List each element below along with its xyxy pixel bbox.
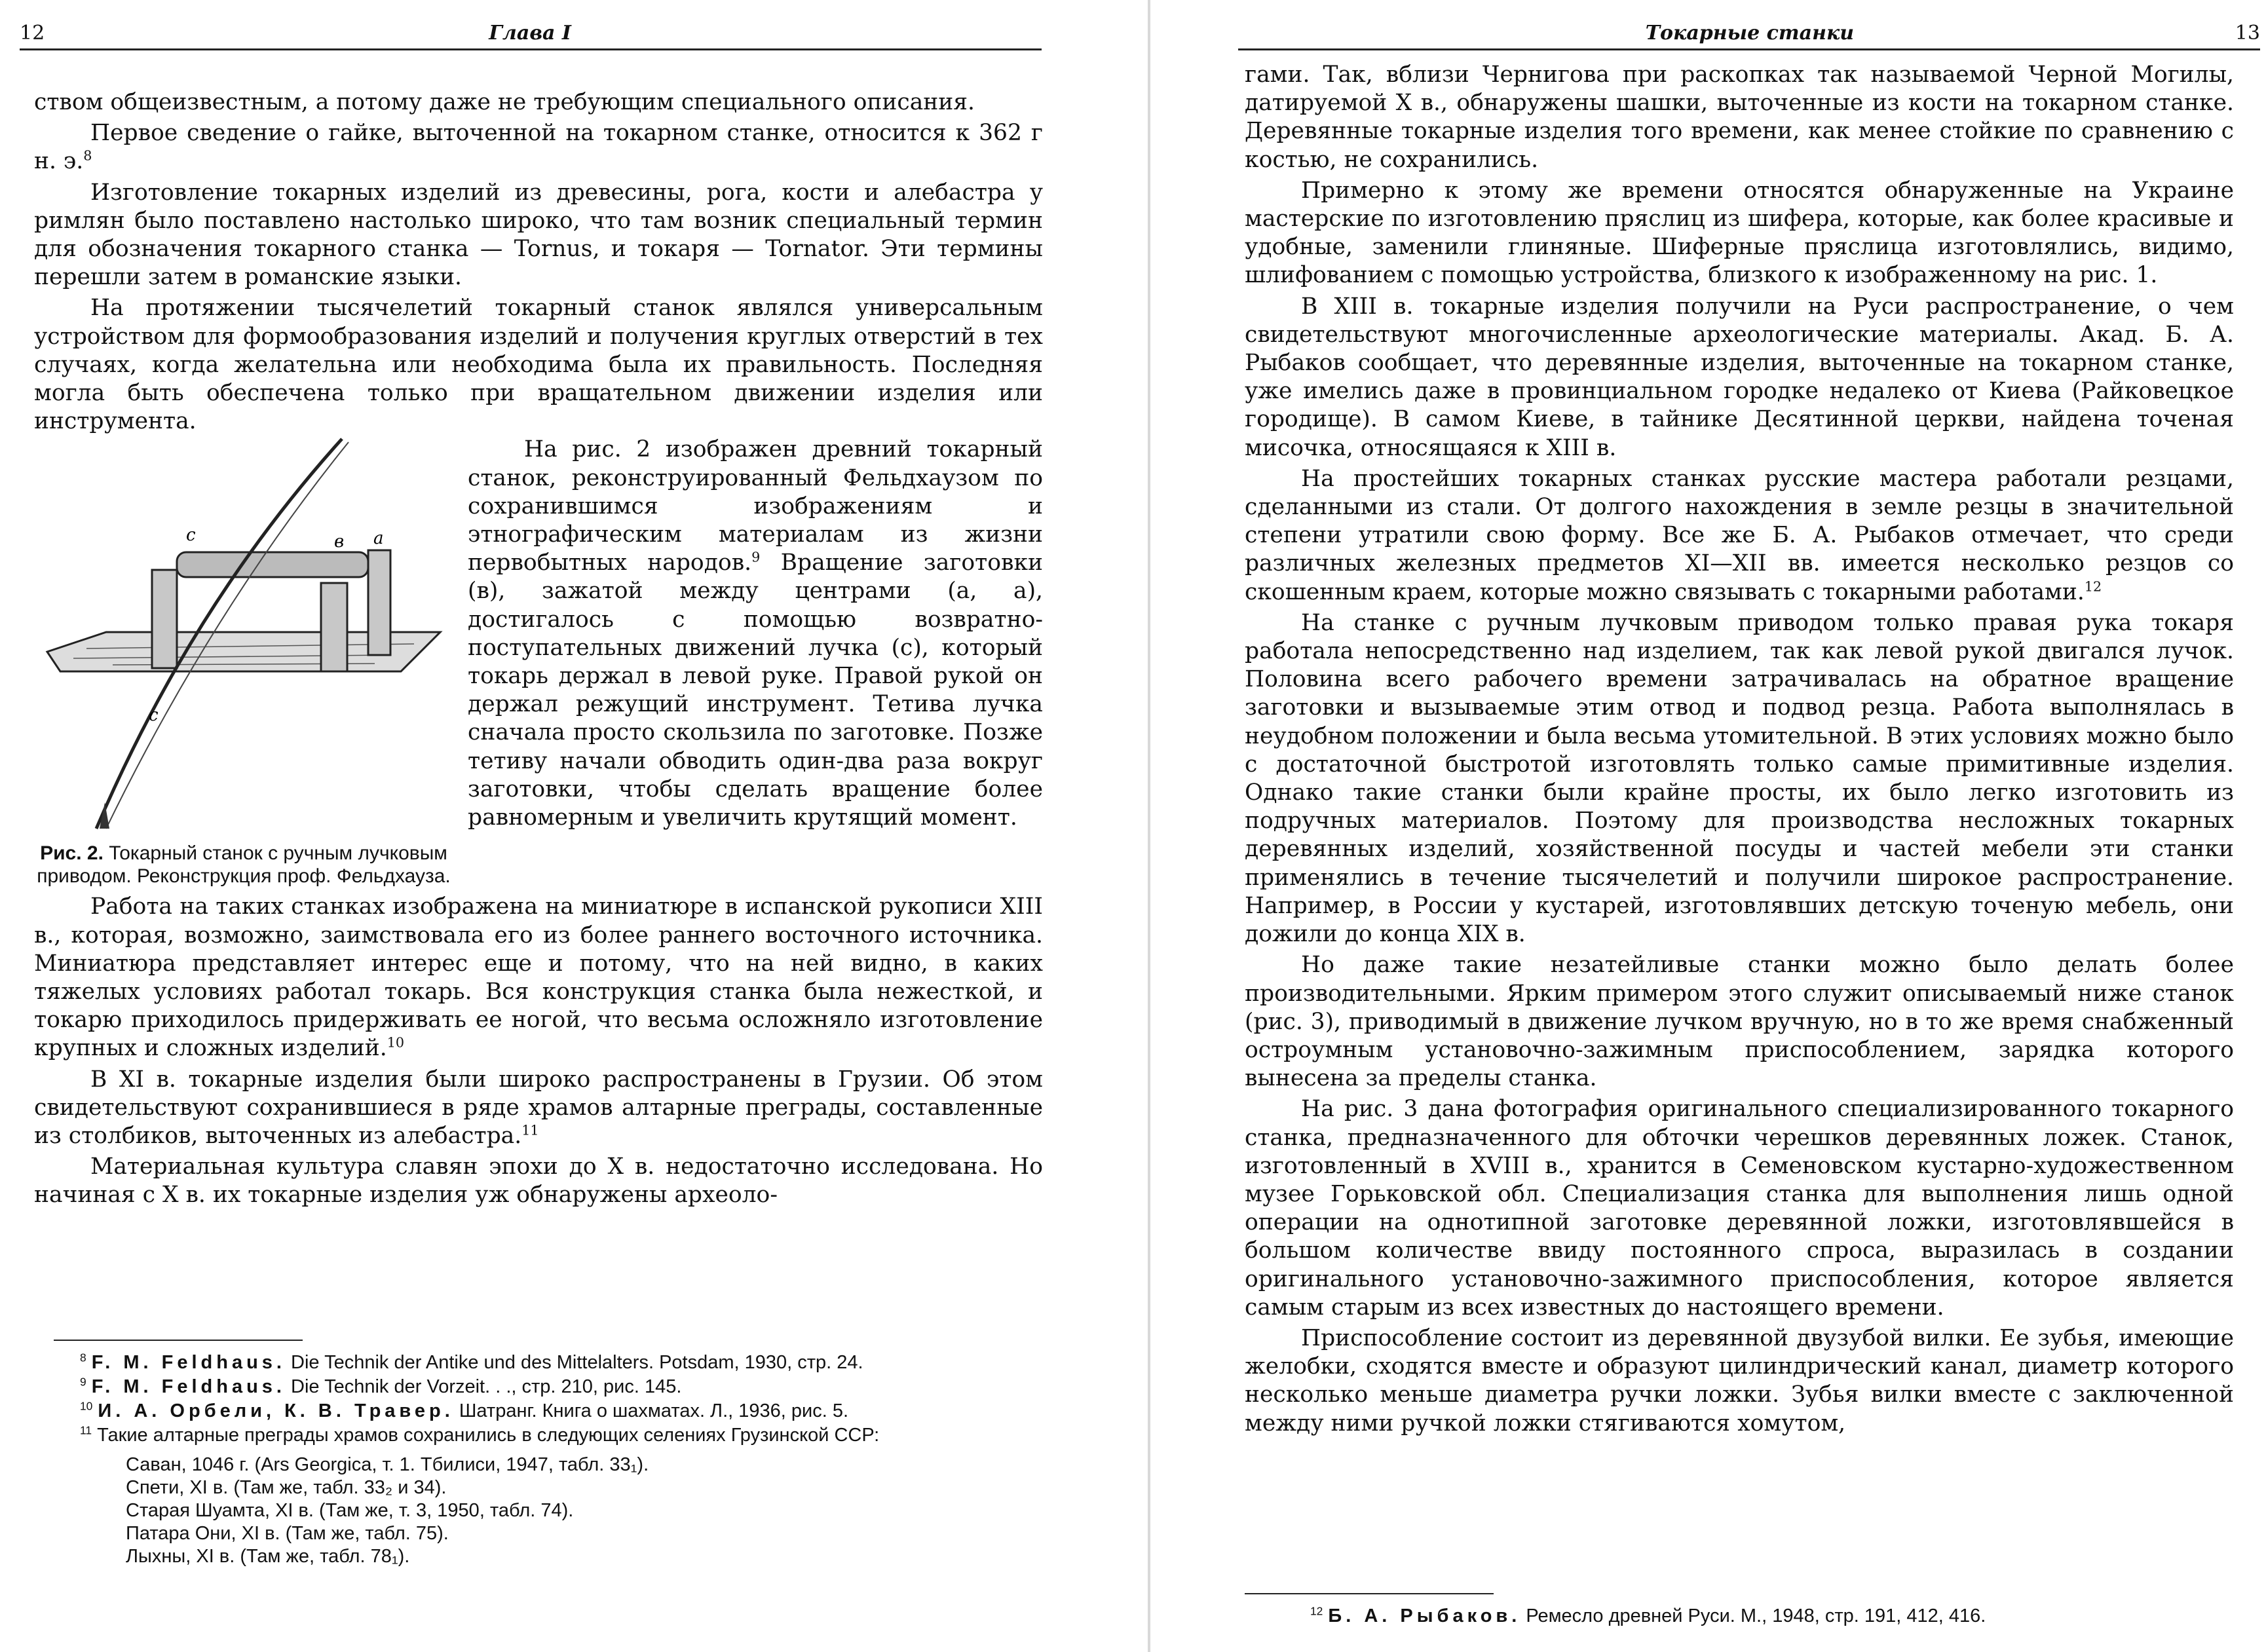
workpiece	[177, 552, 368, 577]
footnote: $^9$ F. M. Feldhaus. Die Technik der Vorzeit. . ., стр. 210, рис. 145.	[80, 1375, 682, 1397]
fig-label-a: а	[373, 529, 384, 549]
paragraph: ством общеизвестным, а потому даже не требующим специального описания.	[34, 89, 975, 115]
footnote: $^{12}$ Б. А. Рыбаков. Ремесло древней Руси. М., 1948, стр. 191, 412, 416.	[1310, 1604, 1986, 1626]
paragraph: В XIII в. токарные изделия получили на Руси распространение, о чем свидетельствуют многочисленные археологические материалы. Акад. Б. А. Рыбаков сообщает, что деревянные изделия, выточенные на токарном станке, уже имелись даже в провинциальном городке недалеко от Киева (Райковецкое городище). В самом Киеве, в тайнике Десятинной церкви, найдена точеная мисочка, относящаяся к XIII в.	[1245, 293, 2234, 461]
right-footnotes	[1284, 1605, 2240, 1629]
footnote-mark: 8	[83, 147, 92, 164]
paragraph: На простейших токарных станках русские мастера работали резцами, сделанными из стали. От долгого нахождения в земле резцы в значительной степени утратили свою форму. Все же Б. А. Рыбаков отмечает, что среди различных железных предметов XI—XII вв. имеется несколько резцов со скошенным краем, которые можно связывать с токарными работами.$^{12}$	[1245, 465, 2234, 605]
paragraph: На протяжении тысячелетий токарный станок являлся универсальным устройством для формообразования изделий и получения круглых отверстий в тех случаях, когда желательна или необходима была их правильность. Последняя могла быть обеспечена только при вращательном движении изделия или инструмента.	[34, 295, 1043, 435]
footnote-list	[126, 1454, 1043, 1568]
middle-post	[321, 583, 347, 671]
left-post	[152, 570, 177, 668]
paragraph: Первое сведение о гайке, выточенной на токарном станке, относится к 362 г н. э.$^8$	[34, 120, 1043, 175]
left-footnote-rule	[54, 1340, 303, 1341]
footnote-list-item: Лыхны, XI в. (Там же, табл. 78₁).	[126, 1546, 410, 1567]
footnote-list-item: Старая Шуамта, XI в. (Там же, т. 3, 1950, табл. 74).	[126, 1500, 574, 1521]
bow-lathe-illustration	[34, 436, 453, 835]
left-running-head	[20, 14, 1042, 51]
left-header-rule	[20, 48, 1042, 50]
footnote-mark: 9	[751, 549, 761, 565]
fig-label-v: в	[334, 532, 345, 552]
paragraph: Приспособление состоит из деревянной двузубой вилки. Ее зубья, имеющие желобки, сходятся вместе и образуют цилиндрический канал, диаметр которого несколько меньше диаметра ручки ложки. Зубья вилки вместе с заключенной между ними ручкой ложки стягиваются хомутом,	[1245, 1324, 2234, 1436]
footnote-list-item: Патара Они, XI в. (Там же, табл. 75).	[126, 1523, 449, 1544]
left-page-number: 12	[20, 21, 45, 45]
right-running-title: Токарные станки	[1645, 21, 1855, 45]
right-running-head	[1238, 14, 2260, 51]
figure-2	[34, 436, 453, 888]
footnote-mark: 11	[521, 1122, 539, 1138]
right-page-number: 13	[2235, 21, 2260, 45]
footnote-mark: 10	[387, 1034, 405, 1051]
paragraph: Работа на таких станках изображена на миниатюре в испанской рукописи XIII в., которая, возможно, заимствовала его из более раннего восточного источника. Миниатюра представляет интерес еще и потому, что на ней видно, в каких тяжелых условиях работал токарь. Вся конструкция станка была нежесткой, и токарю приходилось придерживать ее ногой, что весьма осложняло изготовление крупных и сложных изделий.$^{10}$	[34, 893, 1043, 1062]
footnote-mark: 12	[2084, 578, 2102, 595]
footnote: $^{11}$ Такие алтарные преграды храмов сохранились в следующих селениях Грузинской ССР:	[80, 1423, 880, 1446]
left-running-title: Глава I	[489, 21, 571, 45]
paragraph: В XI в. токарные изделия были широко распространены в Грузии. Об этом свидетельствуют сохранившиеся в ряде храмов алтарные преграды, составленные из столбиков, выточенных из алебастра.$^{11}$	[34, 1066, 1043, 1150]
fig-label-c: с	[186, 525, 196, 546]
right-header-rule	[1238, 48, 2260, 50]
figure-caption-text: Токарный станок с ручным лучковым приводом. Реконструкция проф. Фельдхауза.	[37, 842, 451, 888]
right-post	[368, 550, 390, 655]
right-footnote-rule	[1245, 1593, 1494, 1594]
paragraph: Материальная культура славян эпохи до X в. недостаточно исследована. Но начиная с X в. их токарные изделия уж обнаружены археоло-	[34, 1154, 1043, 1209]
book-gutter	[1148, 0, 1150, 1652]
figure-caption-prefix: Рис. 2.	[40, 842, 104, 865]
paragraph: Изготовление токарных изделий из древесины, рога, кости и алебастра у римлян было поставлено настолько широко, что там возник специальный термин для обозначения токарного станка — Tornus, и токаря — Tornator. Эти термины перешли затем в романские языки.	[34, 179, 1043, 291]
paragraph: Но даже такие незатейливые станки можно было делать более производительными. Ярким примером этого служит описываемый ниже станок (рис. 3), приводимый в движение лучком вручную, но в то же время снабженный остроумным установочно-зажимным приспособлением, зарядка которого вынесена за пределы станка.	[1245, 952, 2234, 1092]
paragraph: Примерно к этому же времени относятся обнаруженные на Украине мастерские по изготовлению пряслиц из шифера, которые, как более красивые и удобные, заменили глиняные. Шиферные пряслица изготовлялись, видимо, шлифованием с помощью устройства, близкого к изображенному на рис. 1.	[1245, 177, 2234, 289]
paragraph: На станке с ручным лучковым приводом только правая рука токаря работала непосредственно над изделием, так как левой рукой двигался лучок. Половина всего рабочего времени затрачивалась на обратное вращение заготовки и вызываемые этим отвод и подвод резца. Работа выполнялась в неудобном положении и была весьма утомительной. В этих условиях можно было с достаточной быстротой изготовлять только самые примитивные изделия. Однако такие станки были крайне просты, их было легко изготовить из подручных материалов. Поэтому для производства несложных токарных деревянных изделий, хозяйственной посуды и частей мебели эти станки применялись в течение тысячелетий и получили широкое распространение. Например, в России у кустарей, изготовлявших детскую точеную мебель, они дожили до конца XIX в.	[1245, 609, 2234, 948]
figure-caption	[34, 842, 453, 888]
footnote: $^{10}$ И. А. Орбели, К. В. Травер. Шатранг. Книга о шахматах. Л., 1936, рис. 5.	[80, 1399, 849, 1421]
paragraph: На рис. 3 дана фотография оригинального специализированного токарного станка, предназначенного для обточки черешков деревянных ложек. Станок, изготовленный в XVIII в., хранится в Семеновском кустарно-художественном музее Горьковской обл. Специализация станка для выполнения лишь одной операции на однотипной заготовке деревянной ложки, изготовлявшейся в большом количестве ввиду постоянного спроса, выразилась в создании оригинального установочно-зажимного приспособления, которое является самым старым из всех известных до настоящего времени.	[1245, 1096, 2234, 1321]
footnote: $^8$ F. M. Feldhaus. Die Technik der Antike und des Mittelalters. Potsdam, 1930, стр. 24.	[80, 1351, 863, 1373]
footnote-list-item: Спети, XI в. (Там же, табл. 33₂ и 34).	[126, 1477, 447, 1498]
right-body-text	[1245, 61, 2234, 1440]
paragraph: гами. Так, вблизи Чернигова при раскопках так называемой Черной Могилы, датируемой X в., обнаружены шашки, выточенные из кости на токарном станке. Деревянные токарные изделия того времени, как менее стойкие по сравнению с костью, не сохранились.	[1245, 62, 2234, 173]
left-body-text	[34, 88, 1043, 1212]
left-footnotes	[54, 1351, 1043, 1568]
paragraph: На рис. 2 изображен древний токарный станок, реконструированный Фельдхаузом по сохранившимся изображениям и этнографическим материалам из жизни первобытных народов.$^9$ Вращение заготовки (в), зажатой между центрами (а, а), достигалось с помощью возвратно-поступательных движений лучка (с), который токарь держал в левой руке. Правой рукой он держал режущий инструмент. Тетива лучка сначала просто скользила по заготовке. Позже тетиву начали обводить один-два раза вокруг заготовки, чтобы сделать вращение более равномерным и увеличить крутящий момент.	[468, 436, 1043, 831]
footnote-list-item: Саван, 1046 г. (Ars Georgica, т. 1. Тбилиси, 1947, табл. 33₁).	[126, 1454, 649, 1475]
fig-label-c2: с	[149, 705, 159, 726]
